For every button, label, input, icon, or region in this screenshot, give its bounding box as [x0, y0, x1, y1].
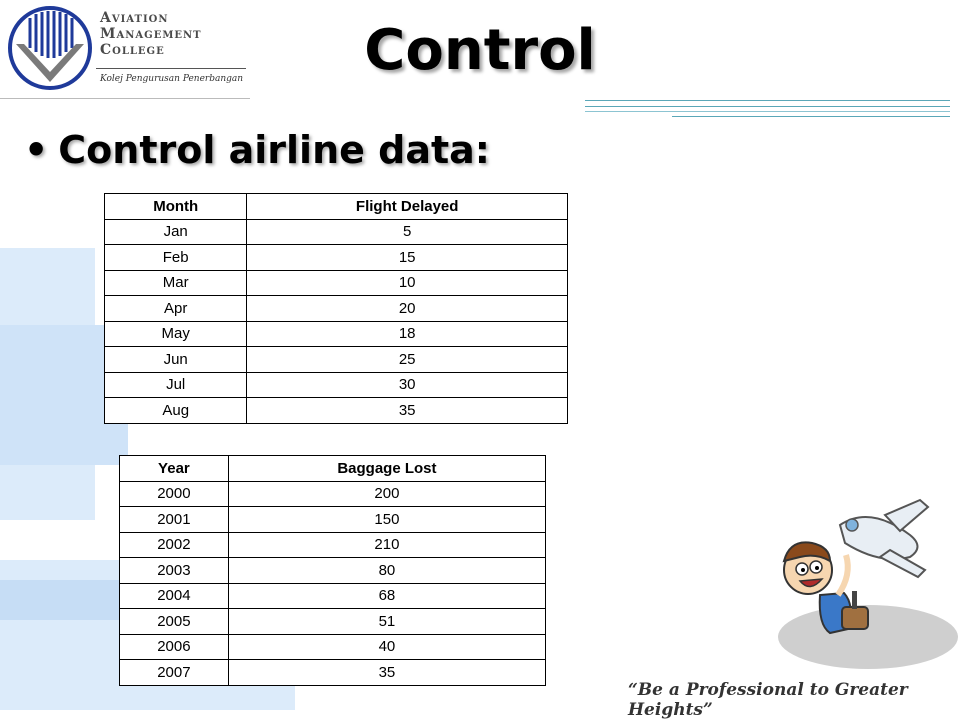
table-row — [120, 532, 546, 558]
table-cell: Feb — [105, 245, 247, 271]
table-row — [105, 372, 568, 398]
table-cell: 2001 — [120, 507, 229, 533]
table-row — [120, 507, 546, 533]
table-cell: 5 — [247, 219, 568, 245]
bullet-text: Control airline data: — [58, 128, 490, 172]
logo-subtitle: Kolej Pengurusan Penerbangan — [100, 74, 244, 84]
logo-line-2: Management — [100, 26, 202, 42]
table-cell: 10 — [247, 270, 568, 296]
title-rule — [585, 111, 950, 112]
column-header: Baggage Lost — [228, 456, 545, 482]
logo-line-1: Aviation — [100, 10, 169, 26]
table-cell: 30 — [247, 372, 568, 398]
table-cell: 2006 — [120, 634, 229, 660]
table-row — [120, 660, 546, 686]
table-cell: 40 — [228, 634, 545, 660]
table-row — [120, 609, 546, 635]
table-cell: 68 — [228, 583, 545, 609]
table-cell: 25 — [247, 347, 568, 373]
table-cell: 80 — [228, 558, 545, 584]
table-row — [105, 296, 568, 322]
table-cell: Aug — [105, 398, 247, 424]
slide-title: Control — [364, 18, 596, 83]
title-rule — [0, 98, 250, 99]
table-cell: Jun — [105, 347, 247, 373]
bullet-point — [24, 128, 490, 172]
table-cell: Jul — [105, 372, 247, 398]
pilot-mascot-icon — [760, 495, 960, 680]
table-cell: 2005 — [120, 609, 229, 635]
table-header-row — [105, 194, 568, 220]
table-row — [120, 558, 546, 584]
table-cell: 18 — [247, 321, 568, 347]
table-row — [105, 245, 568, 271]
table-row — [120, 634, 546, 660]
table-cell: 2000 — [120, 481, 229, 507]
flight-delayed-table — [104, 193, 568, 424]
baggage-lost-table — [119, 455, 546, 686]
table-cell: 20 — [247, 296, 568, 322]
table-row — [120, 481, 546, 507]
table-row — [105, 347, 568, 373]
logo-line-3: College — [100, 42, 165, 58]
table-cell: May — [105, 321, 247, 347]
table-cell: 2007 — [120, 660, 229, 686]
title-rule — [585, 100, 950, 101]
table-cell: 2004 — [120, 583, 229, 609]
table-cell: Apr — [105, 296, 247, 322]
table-cell: 2003 — [120, 558, 229, 584]
table-cell: 210 — [228, 532, 545, 558]
title-rule — [672, 116, 950, 117]
bg-block — [0, 580, 130, 620]
column-header: Year — [120, 456, 229, 482]
table-cell: 200 — [228, 481, 545, 507]
title-rule — [585, 106, 950, 107]
table-row — [120, 583, 546, 609]
airplane-icon — [840, 500, 928, 577]
table-cell: 35 — [247, 398, 568, 424]
table-row — [105, 219, 568, 245]
table-cell: 35 — [228, 660, 545, 686]
table-cell: 15 — [247, 245, 568, 271]
column-header: Month — [105, 194, 247, 220]
table-cell: 150 — [228, 507, 545, 533]
column-header: Flight Delayed — [247, 194, 568, 220]
table-cell: Jan — [105, 219, 247, 245]
table-header-row — [120, 456, 546, 482]
table-row — [105, 321, 568, 347]
table-row — [105, 398, 568, 424]
table-cell: Mar — [105, 270, 247, 296]
table-row — [105, 270, 568, 296]
table-cell: 51 — [228, 609, 545, 635]
bullet-dot-icon: • — [24, 128, 49, 172]
table-cell: 2002 — [120, 532, 229, 558]
slogan-text: “Be a Professional to Greater Heights” — [628, 680, 908, 720]
